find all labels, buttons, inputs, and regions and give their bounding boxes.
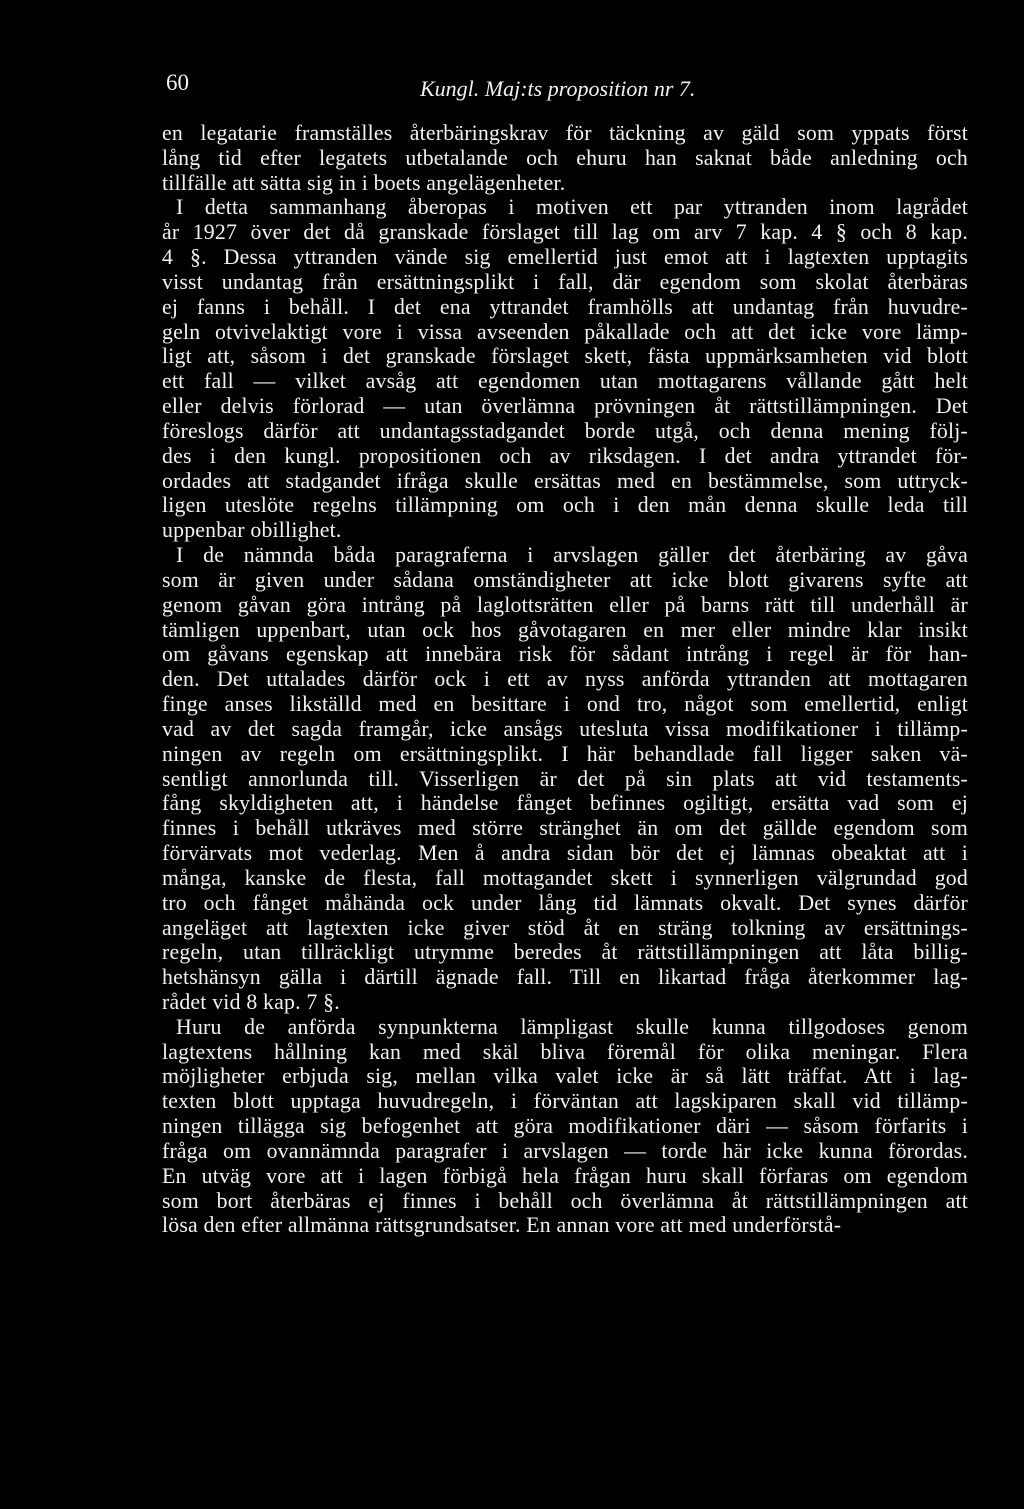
text-line: tämligen uppenbart, utan ock hos gåvotagaren en mer eller mindre klar insikt <box>162 617 968 642</box>
text-line: tro och fånget måhända ock under lång tid lämnats okvalt. Det synes därför <box>162 890 968 915</box>
text-line: tillfälle att sätta sig in i boets angelägenheter. <box>162 170 566 195</box>
text-line: rådet vid 8 kap. 7 §. <box>162 989 340 1014</box>
text-line: om gåvans egenskap att innebära risk för sådant intrång i regel är för han- <box>162 642 968 667</box>
text-line: fång skyldigheten att, i händelse fånget befinnes ogiltigt, ersätta vad som ej <box>162 791 968 816</box>
text-line: sentligt annorlunda till. Visserligen är det på sin plats att vid testaments- <box>162 766 968 791</box>
text-line: eller delvis förlorad — utan överlämna prövningen åt rättstillämpningen. Det <box>162 394 968 419</box>
page-number: 60 <box>166 70 189 95</box>
text-line: lösa den efter allmänna rättsgrundsatser. En annan vore att med underförstå- <box>162 1213 842 1238</box>
text-line: ligen uteslöte regelns tillämpning om och i den mån denna skulle leda till <box>162 493 968 518</box>
text-line: förvärvats mot vederlag. Men å andra sidan bör det ej lämnas obeaktat att i <box>162 841 968 866</box>
paragraph <box>162 195 968 543</box>
text-line: vad av det sagda framgår, icke ansågs utesluta vissa modifikationer i tillämp- <box>162 716 968 741</box>
text-line: I detta sammanhang åberopas i motiven ett par yttranden inom lagrådet <box>176 195 968 220</box>
text-line: fråga om ovannämnda paragrafer i arvslagen — torde här icke kunna förordas. <box>162 1138 968 1163</box>
text-line: des i den kungl. propositionen och av riksdagen. I det andra yttrandet för- <box>162 443 968 468</box>
text-line: regeln, utan tillräckligt utrymme beredes åt rättstillämpningen att låta billig- <box>162 940 968 965</box>
text-line: år 1927 över det då granskade förslaget till lag om arv 7 kap. 4 § och 8 kap. <box>162 220 968 245</box>
text-line: ligt att, såsom i det granskade förslaget skett, fästa uppmärksamheten vid blott <box>162 344 968 369</box>
text-line: som är given under sådana omständigheter att icke blott givarens syfte att <box>162 567 968 592</box>
text-line: ningen tillägga sig befogenhet att göra modifikationer däri — såsom förfarits i <box>162 1114 968 1139</box>
text-line: angeläget att lagtexten icke giver stöd åt en sträng tolkning av ersättnings- <box>162 915 968 940</box>
text-line: geln otvivelaktigt vore i vissa avseenden påkallade och att det icke vore lämp- <box>162 319 968 344</box>
text-line: som bort återbäras ej finnes i behåll och överlämna åt rättstillämpningen att <box>162 1188 968 1213</box>
text-line: den. Det uttalades därför ock i ett av nyss anförda yttranden att mottagaren <box>162 667 968 692</box>
text-line: visst undantag från ersättningsplikt i fall, där egendom som skolat återbäras <box>162 269 968 294</box>
text-line: föreslogs därför att undantagsstadgandet borde utgå, och denna mening följ- <box>162 418 968 443</box>
text-line: lång tid efter legatets utbetalande och ehuru han saknat både anledning och <box>162 145 968 170</box>
text-line: uppenbar obillighet. <box>162 518 342 543</box>
text-line: I de nämnda båda paragraferna i arvslagen gäller det återbäring av gåva <box>176 543 968 568</box>
page-header <box>166 70 966 100</box>
text-line: ningen av regeln om ersättningsplikt. I här behandlade fall ligger saken vä- <box>162 741 968 766</box>
text-line: ordades att stadgandet ifråga skulle ersättas med en bestämmelse, som uttryck- <box>162 468 968 493</box>
text-line: texten blott upptaga huvudregeln, i förväntan att lagskiparen skall vid tillämp- <box>162 1089 968 1114</box>
running-title: Kungl. Maj:ts proposition nr 7. <box>420 76 696 101</box>
text-line: hetshänsyn gälla i därtill ägnade fall. Till en likartad fråga återkommer lag- <box>162 965 968 990</box>
text-line: lagtextens hållning kan med skäl bliva föremål för olika meningar. Flera <box>162 1039 968 1064</box>
text-line: många, kanske de flesta, fall mottagandet skett i synnerligen välgrundad god <box>162 865 968 890</box>
text-line: Huru de anförda synpunkterna lämpligast skulle kunna tillgodoses genom <box>176 1014 968 1039</box>
text-line: En utväg vore att i lagen förbigå hela frågan huru skall förfaras om egendom <box>162 1163 968 1188</box>
text-line: ett fall — vilket avsåg att egendomen utan mottagarens vållande gått helt <box>162 369 968 394</box>
body-text <box>162 121 968 1238</box>
paragraph <box>162 543 968 1015</box>
text-line: ej fanns i behåll. I det ena yttrandet framhölls att undantag från huvudre- <box>162 294 968 319</box>
text-line: finge anses likställd med en besittare i ond tro, något som emellertid, enligt <box>162 692 968 717</box>
text-line: en legatarie framställes återbäringskrav för täckning av gäld som yppats först <box>162 121 968 145</box>
text-line: genom gåvan göra intrång på laglottsrätten eller på barns rätt till underhåll är <box>162 592 968 617</box>
text-line: möjligheter erbjuda sig, mellan vilka valet icke är så lätt träffat. Att i lag- <box>162 1064 968 1089</box>
paragraph <box>162 121 968 195</box>
text-line: 4 §. Dessa yttranden vände sig emellertid just emot att i lagtexten upptagits <box>162 245 968 270</box>
text-line: finnes i behåll utkräves med större stränghet än om det gällde egendom som <box>162 816 968 841</box>
paragraph <box>162 1015 968 1238</box>
